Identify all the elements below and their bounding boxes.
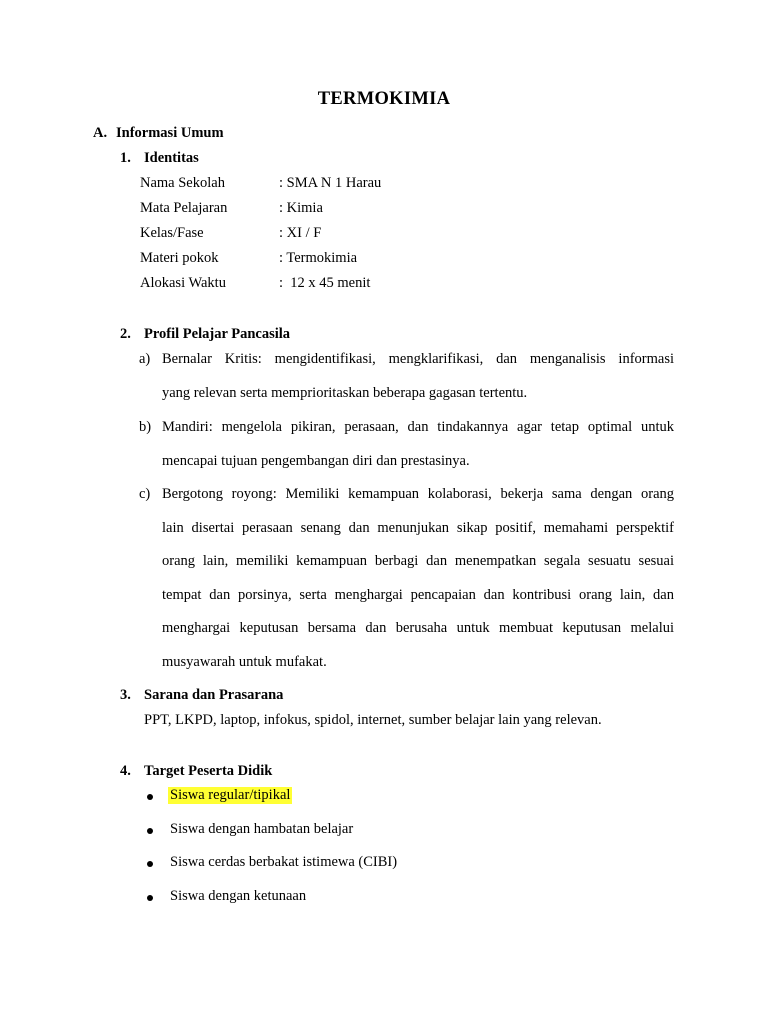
profil-item-line: yang relevan serta memprioritaskan beberapa gagasan tertentu. [162, 385, 528, 401]
sarana-heading: Sarana dan Prasarana [144, 687, 284, 703]
identitas-value: : XI / F [279, 225, 322, 241]
target-list-item [168, 787, 292, 804]
profil-item-marker: a) [139, 351, 151, 367]
profil-item-line: Bernalar Kritis: mengidentifikasi, mengklarifikasi, dan menganalisis informasi [162, 351, 674, 367]
bullet-icon [147, 794, 153, 800]
target-list-item: Siswa cerdas berbakat istimewa (CIBI) [170, 854, 398, 870]
document-title: TERMOKIMIA [317, 89, 451, 109]
profil-item-marker: c) [139, 486, 151, 502]
identitas-label: Nama Sekolah [140, 175, 225, 191]
identitas-value: : SMA N 1 Harau [279, 175, 382, 191]
profil-item-line: musyawarah untuk mufakat. [162, 654, 327, 670]
identitas-value: : Kimia [279, 200, 323, 216]
profil-item-line: menghargai keputusan bersama dan berusaha untuk membuat keputusan melalui [162, 620, 674, 636]
profil-item-line: Bergotong royong: Memiliki kemampuan kolaborasi, bekerja sama dengan orang [162, 486, 674, 502]
sarana-text: PPT, LKPD, laptop, infokus, spidol, internet, sumber belajar lain yang relevan. [144, 712, 602, 728]
section-a-heading: Informasi Umum [116, 125, 224, 141]
target-heading: Target Peserta Didik [144, 763, 273, 779]
target-list-item: Siswa dengan hambatan belajar [170, 821, 354, 837]
identitas-number: 1. [120, 150, 131, 166]
highlighted-text: Siswa regular/tipikal [170, 787, 291, 803]
bullet-icon [147, 861, 153, 867]
identitas-label: Kelas/Fase [140, 225, 204, 241]
identitas-label: Materi pokok [140, 250, 219, 266]
identitas-value: : 12 x 45 menit [279, 275, 371, 291]
bullet-icon [147, 828, 153, 834]
profil-item-line: mencapai tujuan pengembangan diri dan prestasinya. [162, 453, 470, 469]
identitas-label: Alokasi Waktu [140, 275, 226, 291]
bullet-icon [147, 895, 153, 901]
target-number: 4. [120, 763, 131, 779]
profil-item-line: Mandiri: mengelola pikiran, perasaan, dan tindakannya agar tetap optimal untuk [162, 419, 674, 435]
identitas-value: : Termokimia [279, 250, 358, 266]
profil-heading: Profil Pelajar Pancasila [144, 326, 291, 342]
target-list-item: Siswa dengan ketunaan [170, 888, 307, 904]
section-a-marker: A. [93, 125, 108, 141]
sarana-number: 3. [120, 687, 131, 703]
profil-item-line: tempat dan porsinya, serta menghargai pencapaian dan kontribusi orang lain, dan [162, 587, 674, 603]
identitas-label: Mata Pelajaran [140, 200, 228, 216]
profil-item-line: orang lain, memiliki kemampuan berbagi dan menempatkan segala sesuatu sesuai [162, 553, 674, 569]
profil-item-line: lain disertai perasaan senang dan menunjukan sikap positif, memahami perspektif [162, 520, 674, 536]
profil-item-marker: b) [139, 419, 152, 435]
identitas-heading: Identitas [144, 150, 199, 166]
profil-number: 2. [120, 326, 131, 342]
